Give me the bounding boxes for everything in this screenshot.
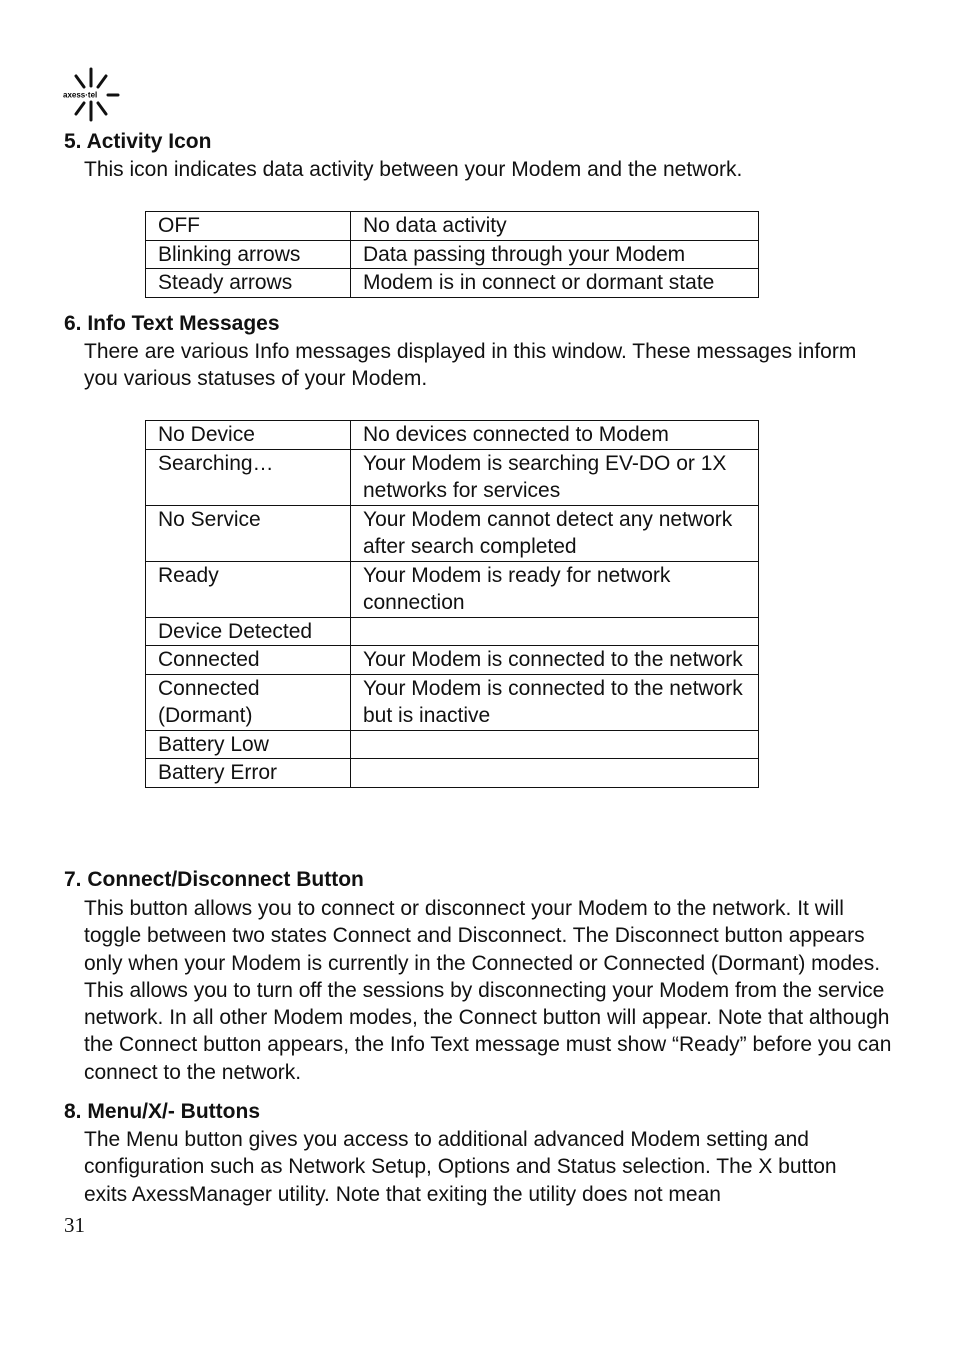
activity-icon-table [145, 211, 759, 298]
table-row [146, 449, 759, 505]
menu-buttons-body: The Menu button gives you access to additional advanced Modem setting and configuration such as Network Setup, Options and Status selection. The X button exits AxessManager utility. Note that exiting the utility does not mean [84, 1128, 837, 1206]
info-text-intro: There are various Info messages displayed in this window. These messages inform you various statuses of your Modem. [84, 340, 857, 391]
menu-buttons-heading: 8. Menu/X/- Buttons [64, 1100, 260, 1123]
info-text-heading: 6. Info Text Messages [64, 312, 280, 335]
table-row [146, 240, 759, 269]
table-row [146, 421, 759, 450]
table-cell-message: No Service [146, 505, 351, 561]
connect-button-heading: 7. Connect/Disconnect Button [64, 868, 364, 891]
table-cell-meaning: No devices connected to Modem [351, 421, 759, 450]
table-cell-meaning [351, 759, 759, 788]
table-row [146, 561, 759, 617]
table-cell-meaning: No data activity [351, 212, 759, 241]
table-row [146, 674, 759, 730]
activity-icon-intro: This icon indicates data activity between your Modem and the network. [84, 158, 743, 181]
table-cell-message: Connected [146, 646, 351, 675]
axesstel-logo-icon [62, 66, 120, 124]
table-cell-meaning: Your Modem cannot detect any network after search completed [351, 505, 759, 561]
activity-icon-heading: 5. Activity Icon [64, 130, 212, 153]
table-row [146, 730, 759, 759]
table-cell-meaning [351, 617, 759, 646]
table-cell-message: Connected (Dormant) [146, 674, 351, 730]
table-cell-message: Searching… [146, 449, 351, 505]
table-cell-state: Blinking arrows [146, 240, 351, 269]
table-cell-meaning: Your Modem is connected to the network but is inactive [351, 674, 759, 730]
connect-button-body: This button allows you to connect or disconnect your Modem to the network. It will toggle between two states Connect and Disconnect. The Disconnect button appears only when your Modem is currently in the Connected or Connected (Dormant) modes. This allows you to turn off the sessions by disconnecting your Modem from the service network. In all other Modem modes, the Connect button will appear. Note that although the Connect button appears, the Info Text message must show “Ready” before you can connect to the network. [84, 897, 892, 1084]
table-row [146, 212, 759, 241]
table-row [146, 617, 759, 646]
info-messages-table [145, 420, 759, 788]
table-cell-message: Ready [146, 561, 351, 617]
table-row [146, 759, 759, 788]
table-cell-state: Steady arrows [146, 269, 351, 298]
table-row [146, 646, 759, 675]
table-cell-meaning [351, 730, 759, 759]
table-cell-meaning: Modem is in connect or dormant state [351, 269, 759, 298]
table-cell-message: No Device [146, 421, 351, 450]
table-cell-state: OFF [146, 212, 351, 241]
table-row [146, 505, 759, 561]
table-cell-message: Battery Low [146, 730, 351, 759]
table-cell-meaning: Data passing through your Modem [351, 240, 759, 269]
axesstel-logo [62, 66, 120, 124]
page-number: 31 [64, 1213, 85, 1237]
table-cell-message: Battery Error [146, 759, 351, 788]
table-cell-message: Device Detected [146, 617, 351, 646]
table-cell-meaning: Your Modem is searching EV-DO or 1X networks for services [351, 449, 759, 505]
table-row [146, 269, 759, 298]
logo-wordmark: axess·tel [63, 90, 98, 100]
table-cell-meaning: Your Modem is ready for network connection [351, 561, 759, 617]
table-cell-meaning: Your Modem is connected to the network [351, 646, 759, 675]
